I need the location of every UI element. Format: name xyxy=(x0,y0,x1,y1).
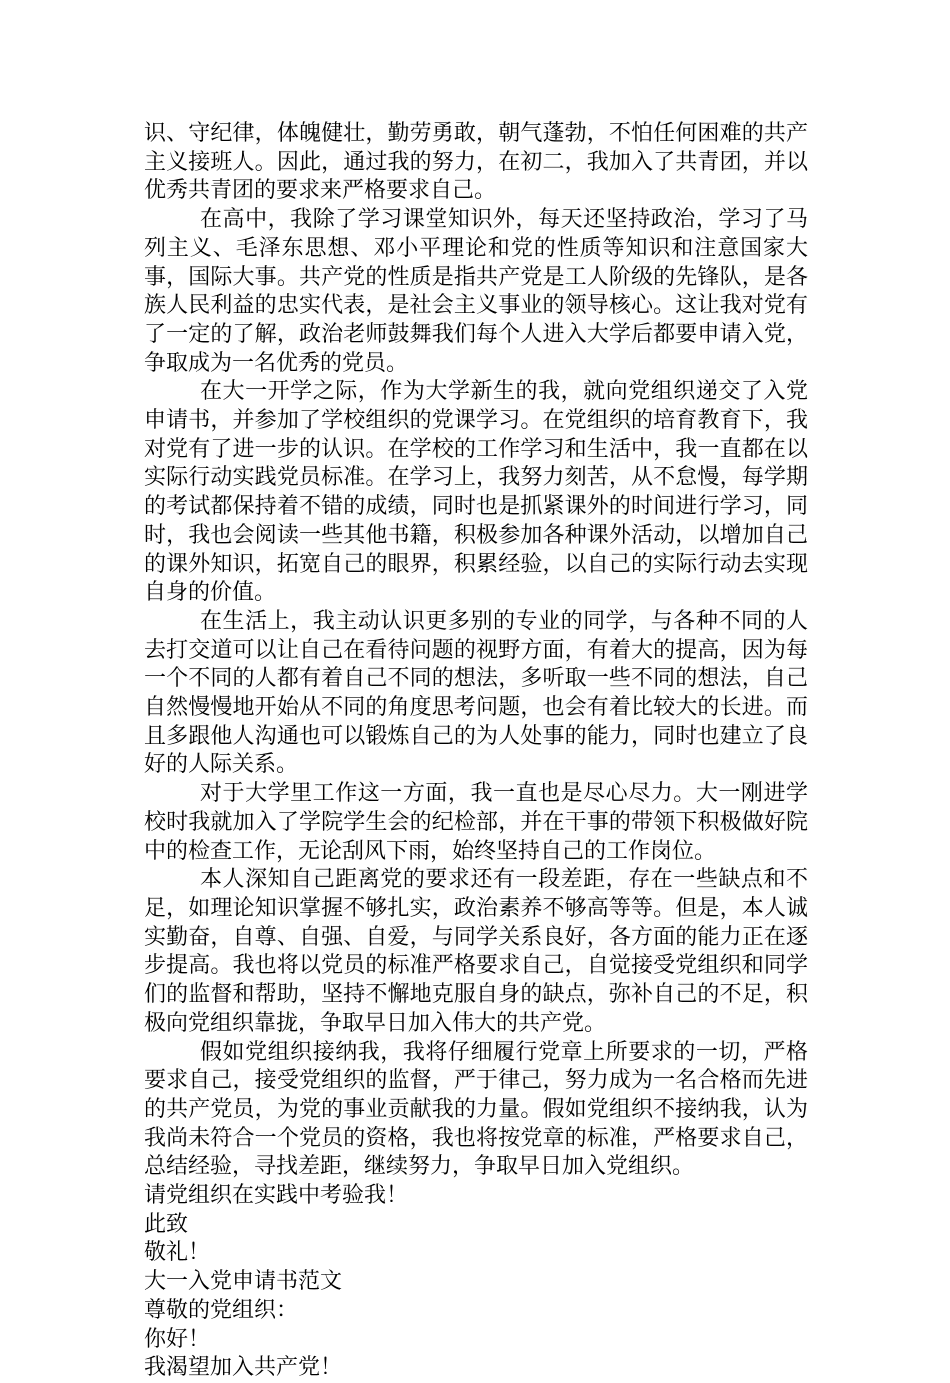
paragraph-5: 对于大学里工作这一方面，我一直也是尽心尽力。大一刚进学校时我就加入了学院学生会的纪检部，并在干事的带领下积极做好院中的检查工作，无论刮风下雨，始终坚持自己的工作岗位。 xyxy=(144,781,808,864)
paragraph-4: 在生活上，我主动认识更多别的专业的同学，与各种不同的人去打交道可以让自己在看待问题的视野方面，有着大的提高，因为每一个不同的人都有着自己不同的想法，多听取一些不同的想法，自己自然慢慢地开始从不同的角度思考问题，也会有着比较大的长进。而且多跟他人沟通也可以锻炼自己的为人处事的能力，同时也建立了良好的人际关系。 xyxy=(144,608,808,778)
paragraph-1: 识、守纪律，体魄健壮，勤劳勇敢，朝气蓬勃，不怕任何困难的共产主义接班人。因此，通过我的努力，在初二，我加入了共青团，并以优秀共青团的要求来严格要求自己。 xyxy=(144,121,808,204)
closing-respect-line: 敬礼！ xyxy=(144,1240,211,1266)
next-document-title: 大一入党申请书范文 xyxy=(144,1269,343,1295)
closing-request-line: 请党组织在实践中考验我！ xyxy=(144,1183,409,1209)
document-body xyxy=(144,120,808,1383)
next-document-greeting: 尊敬的党组织： xyxy=(144,1297,299,1323)
paragraph-2: 在高中，我除了学习课堂知识外，每天还坚持政治，学习了马列主义、毛泽东思想、邓小平理论和党的性质等知识和注意国家大事，国际大事。共产党的性质是指共产党是工人阶级的先锋队，是各族人民利益的忠实代表，是社会主义事业的领导核心。这让我对党有了一定的了解，政治老师鼓舞我们每个人进入大学后都要申请入党，争取成为一名优秀的党员。 xyxy=(144,207,808,376)
closing-salutation-line: 此致 xyxy=(144,1211,189,1237)
paragraph-7: 假如党组织接纳我，我将仔细履行党章上所要求的一切，严格要求自己，接受党组织的监督，严于律己，努力成为一名合格而先进的共产党员，为党的事业贡献我的力量。假如党组织不接纳我，认为我尚未符合一个党员的资格，我也将按党章的标准，严格要求自己，总结经验，寻找差距，继续努力，争取早日加入党组织。 xyxy=(144,1039,808,1180)
paragraph-6: 本人深知自己距离党的要求还有一段差距，存在一些缺点和不足，如理论知识掌握不够扎实，政治素养不够高等等。但是，本人诚实勤奋，自尊、自强、自爱，与同学关系良好，各方面的能力正在逐步提高。我也将以党员的标准严格要求自己，自觉接受党组织和同学们的监督和帮助，坚持不懈地克服自身的缺点，弥补自己的不足，积极向党组织靠拢，争取早日加入伟大的共产党。 xyxy=(144,867,808,1036)
next-document-hello: 你好！ xyxy=(144,1326,211,1352)
paragraph-3: 在大一开学之际，作为大学新生的我，就向党组织递交了入党申请书，并参加了学校组织的党课学习。在党组织的培育教育下，我对党有了进一步的认识。在学校的工作学习和生活中，我一直都在以实际行动实践党员标准。在学习上，我努力刻苦，从不怠慢，每学期的考试都保持着不错的成绩，同时也是抓紧课外的时间进行学习，同时，我也会阅读一些其他书籍，积极参加各种课外活动，以增加自己的课外知识，拓宽自己的眼界，积累经验，以自己的实际行动去实现自身的价值。 xyxy=(144,379,808,606)
next-document-opening-line: 我渴望加入共产党！ xyxy=(144,1355,343,1381)
